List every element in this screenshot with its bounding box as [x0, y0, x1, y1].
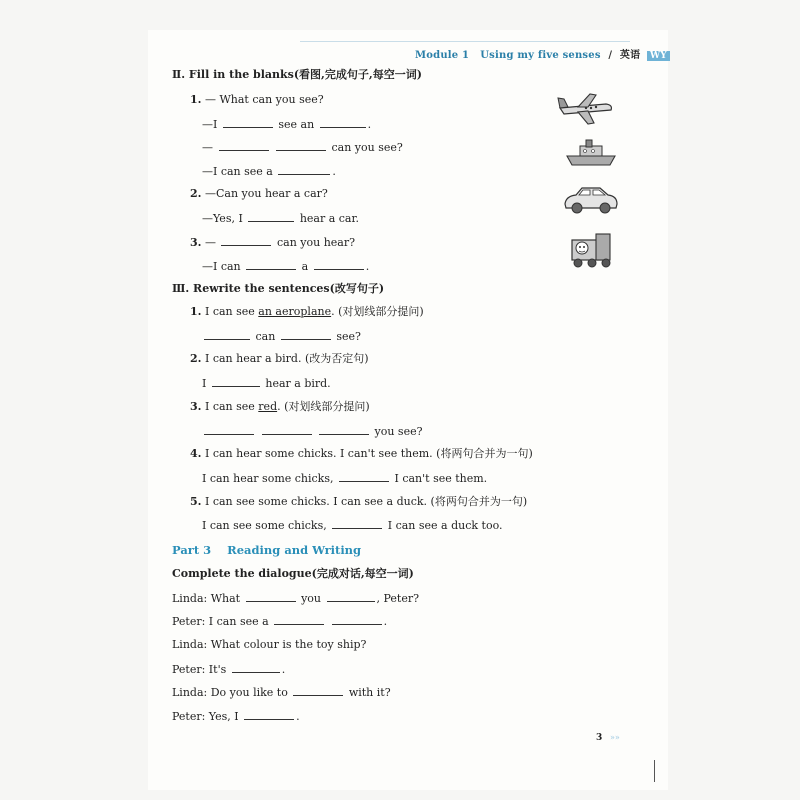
- s2-q1-line-b: —I see an .: [202, 118, 372, 131]
- s3-q1-question: 1. I can see an aeroplane. (对划线部分提问): [190, 305, 424, 318]
- module-title: Using my five senses: [480, 50, 601, 61]
- car-icon: [562, 184, 620, 216]
- blank-field[interactable]: [319, 424, 369, 435]
- blank-field[interactable]: [332, 518, 382, 529]
- blank-field[interactable]: [223, 117, 273, 128]
- blank-field[interactable]: [248, 211, 294, 222]
- section-3-heading: Ⅲ. Rewrite the sentences(改写句子): [172, 282, 385, 295]
- aeroplane-icon: [556, 90, 614, 128]
- blank-field[interactable]: [246, 259, 296, 270]
- blank-field[interactable]: [339, 471, 389, 482]
- s2-q1-line-c: — can you see?: [202, 141, 403, 154]
- s2-q3-line-a: 3. — can you hear?: [190, 236, 356, 249]
- blank-field[interactable]: [293, 685, 343, 696]
- dialogue-line-2: Peter: I can see a .: [172, 615, 388, 628]
- blank-field[interactable]: [262, 424, 312, 435]
- page-header: [415, 46, 670, 61]
- dialogue-line-3: Linda: What colour is the toy ship?: [172, 638, 367, 651]
- s3-q1-answer: can see?: [202, 329, 361, 344]
- s2-q2-line-a: 2. —Can you hear a car?: [190, 187, 328, 200]
- s3-q5-question: 5. I can see some chicks. I can see a duck. (将两句合并为一句): [190, 495, 528, 508]
- s3-q3-answer: you see?: [202, 424, 422, 439]
- s2-q1-line-d: —I can see a .: [202, 165, 336, 178]
- blank-field[interactable]: [332, 614, 382, 625]
- blank-field[interactable]: [204, 424, 254, 435]
- blank-field[interactable]: [281, 329, 331, 340]
- blank-field[interactable]: [278, 164, 330, 175]
- blank-field[interactable]: [204, 329, 250, 340]
- blank-field[interactable]: [327, 591, 375, 602]
- dialogue-line-1: Linda: What you , Peter?: [172, 592, 420, 605]
- page-number: 3: [596, 733, 603, 743]
- s2-q3-line-b: —I can a .: [202, 260, 370, 273]
- edition-tag: WY: [647, 51, 670, 61]
- part-3-instructions: Complete the dialogue(完成对话,每空一词): [172, 567, 414, 580]
- subject-label: 英语: [619, 50, 641, 61]
- blank-field[interactable]: [221, 235, 271, 246]
- blank-field[interactable]: [244, 709, 294, 720]
- toy-train-icon: [566, 230, 618, 270]
- blank-field[interactable]: [212, 376, 260, 387]
- s3-q2-answer: I hear a bird.: [202, 377, 331, 390]
- blank-field[interactable]: [219, 140, 269, 151]
- part-3-heading: Part 3 Reading and Writing: [172, 543, 362, 557]
- s3-q3-question: 3. I can see red. (对划线部分提问): [190, 400, 370, 413]
- header-separator: /: [608, 50, 613, 61]
- header-rule: [300, 41, 630, 42]
- section-2-heading: Ⅱ. Fill in the blanks(看图,完成句子,每空一词): [172, 68, 422, 81]
- s3-q5-answer: I can see some chicks, I can see a duck too.: [202, 519, 503, 532]
- ship-icon: [564, 138, 618, 168]
- scan-mark: [654, 760, 655, 782]
- blank-field[interactable]: [320, 117, 366, 128]
- s2-q1-line-a: 1. — What can you see?: [190, 93, 324, 106]
- blank-field[interactable]: [314, 259, 364, 270]
- page-arrow-icon: »»: [610, 733, 620, 742]
- blank-field[interactable]: [276, 140, 326, 151]
- dialogue-line-5: Linda: Do you like to with it?: [172, 686, 391, 699]
- s2-q2-line-b: —Yes, I hear a car.: [202, 212, 360, 225]
- module-label: Module 1: [415, 50, 470, 61]
- s3-q4-question: 4. I can hear some chicks. I can't see them. (将两句合并为一句): [190, 447, 533, 460]
- blank-field[interactable]: [232, 662, 280, 673]
- s3-q2-question: 2. I can hear a bird. (改为否定句): [190, 352, 369, 365]
- blank-field[interactable]: [274, 614, 324, 625]
- s3-q4-answer: I can hear some chicks, I can't see them.: [202, 472, 488, 485]
- blank-field[interactable]: [246, 591, 296, 602]
- dialogue-line-4: Peter: It's .: [172, 663, 286, 676]
- dialogue-line-6: Peter: Yes, I .: [172, 710, 300, 723]
